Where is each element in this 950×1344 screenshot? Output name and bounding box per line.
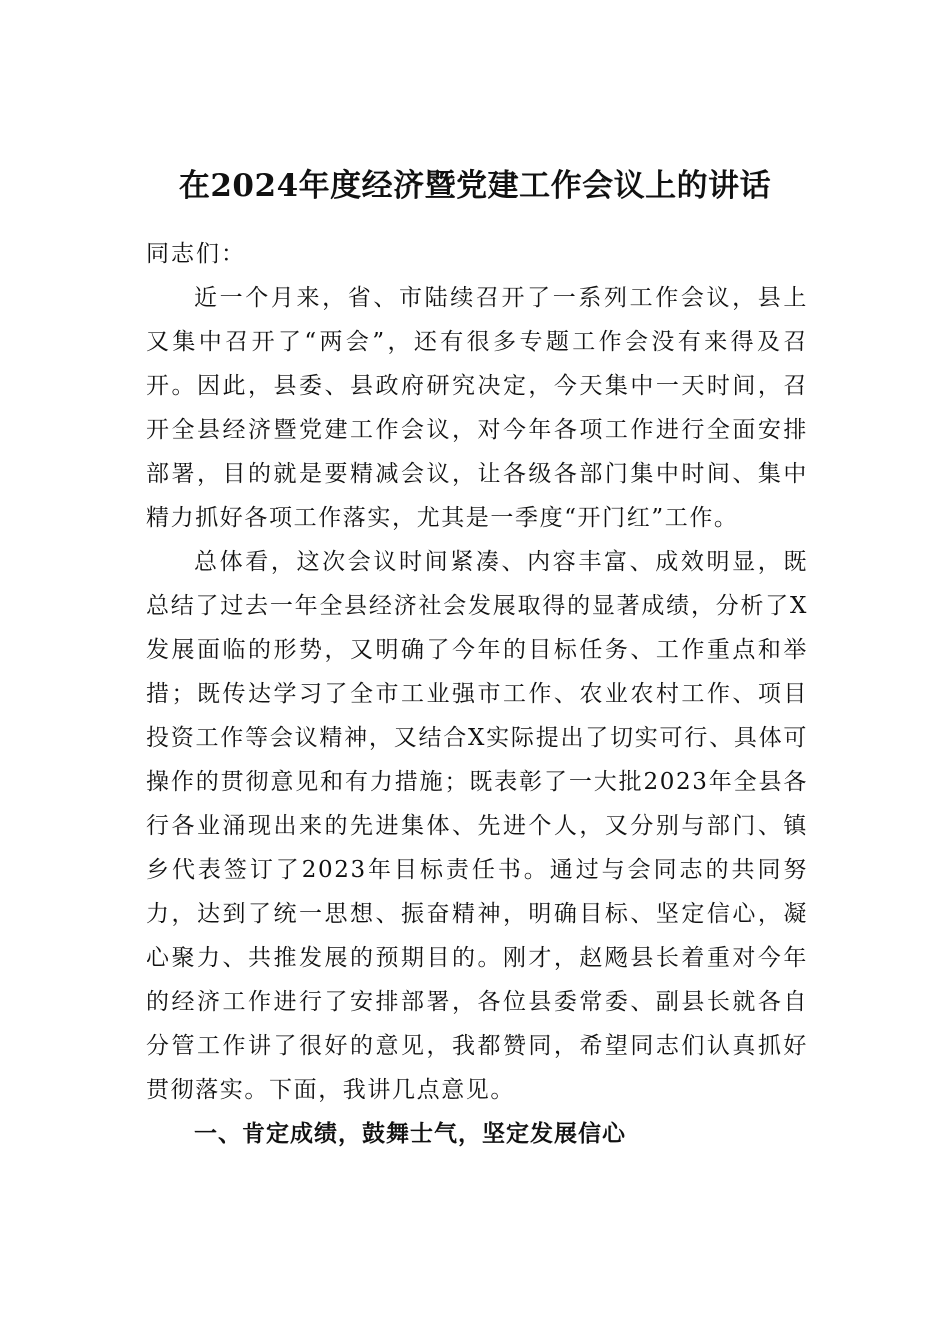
section-heading: 一、肯定成绩，鼓舞士气，坚定发展信心	[194, 1121, 626, 1147]
document-title: 在2024年度经济暨党建工作会议上的讲话	[178, 168, 772, 204]
salutation: 同志们：	[146, 241, 246, 267]
paragraph-summary: 总体看，这次会议时间紧凑、内容丰富、成效明显，既总结了过去一年全县经济社会发展取得的显著成绩，分析了X发展面临的形势，又明确了今年的目标任务、工作重点和举措；既传达学习了全市工业强市工作、农业农村工作、项目投资工作等会议精神，又结合X实际提出了切实可行、具体可操作的贯彻意见和有力措施；既表彰了一大批2023年全县各行各业涌现出来的先进集体、先进个人，又分别与部门、镇乡代表签订了2023年目标责任书。通过与会同志的共同努力，达到了统一思想、振奋精神，明确目标、坚定信心，凝心聚力、共推发展的预期目的。刚才，赵飏县长着重对今年的经济工作进行了安排部署，各位县委常委、副县长就各自分管工作讲了很好的意见，我都赞同，希望同志们认真抓好贯彻落实。下面，我讲几点意见。	[146, 549, 808, 1103]
document-body	[146, 232, 808, 1156]
paragraph-intro: 近一个月来，省、市陆续召开了一系列工作会议，县上又集中召开了“两会”，还有很多专题工作会没有来得及召开。因此，县委、县政府研究决定，今天集中一天时间，召开全县经济暨党建工作会议，对今年各项工作进行全面安排部署，目的就是要精减会议，让各级各部门集中时间、集中精力抓好各项工作落实，尤其是一季度“开门红”工作。	[146, 285, 808, 531]
